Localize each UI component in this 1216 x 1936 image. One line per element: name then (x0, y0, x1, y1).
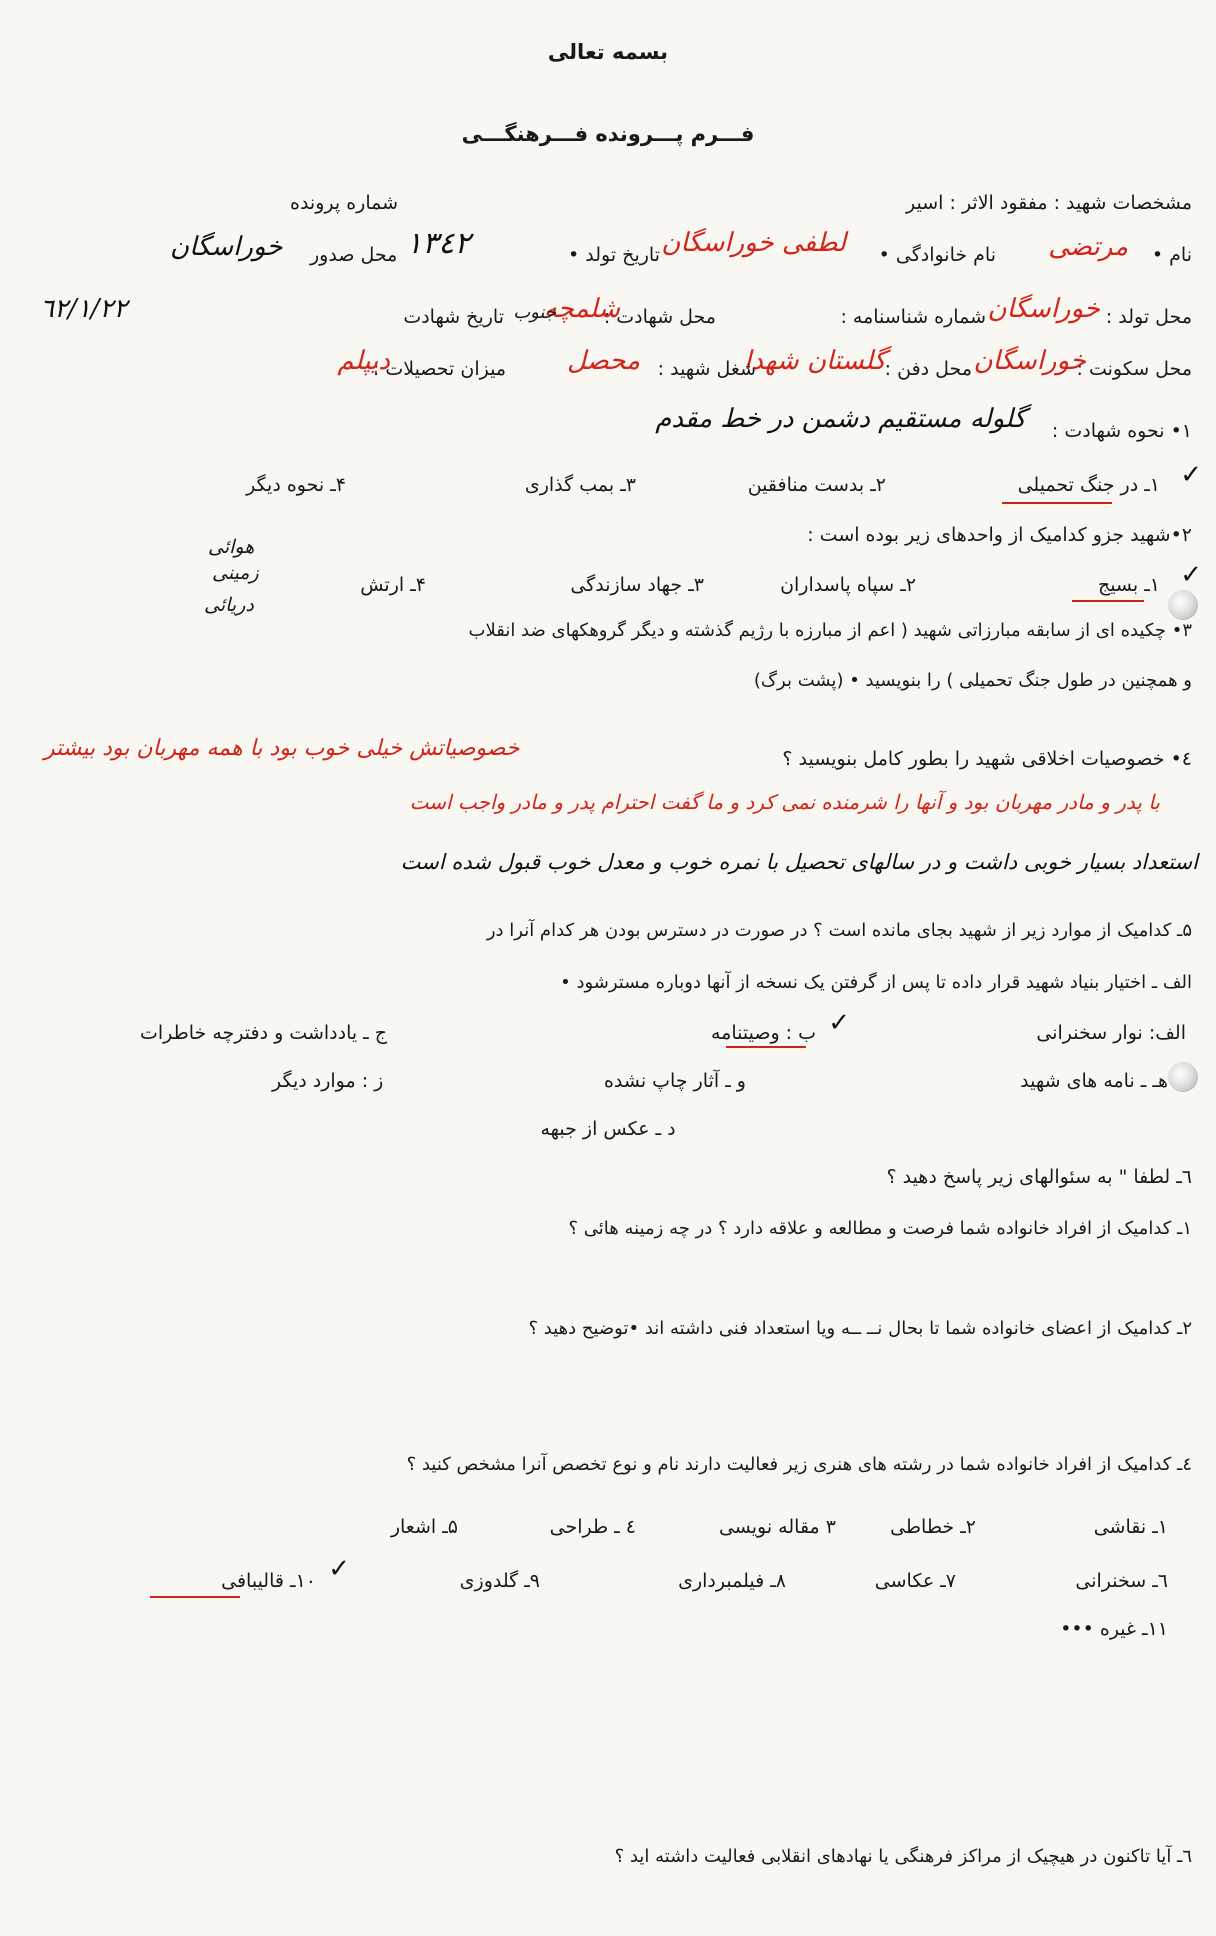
job-value: محصل (567, 346, 640, 376)
art-check-mark: ✓ (328, 1554, 350, 1584)
bismillah-heading: بسمه تعالی (547, 40, 669, 64)
q6-2: ۲ـ کدامیک از اعضای خانواده شما تا بحال نــ ــه ویا استعداد فنی داشته اند •توضیح دهید ؟ (528, 1318, 1192, 1339)
q3-line-2: و همچنین در طول جنگ تحمیلی ) را بنویسید • (پشت برگ) (753, 670, 1192, 691)
martyr-place-label: محل شهادت : (603, 306, 716, 328)
q2-note-ground: زمینی (212, 562, 259, 584)
q5-line-1: ۵ـ کدامیک از موارد زیر از شهید بجای مانده است ؟ در صورت در دسترس بودن هر کدام آنرا در (486, 920, 1192, 941)
issue-place-value: خوراسگان (170, 232, 283, 262)
martyr-status-line: مشخصات شهید : مفقود الاثر : اسیر (906, 192, 1192, 214)
issue-place-label: محل صدور (310, 244, 398, 266)
q3-line-1: ۳• چکیده ای از سابقه مبارزاتی شهید ( اعم از مبارزه با رژیم گذشته و دیگر گروهکهای ضد انقلاب (468, 620, 1192, 641)
q2-option-1: ۱ـ بسیج (1097, 574, 1160, 596)
q6-6: ٦ـ آیا تاکنون در هیچیک از مراکز فرهنگی یا نهادهای انقلابی فعالیت داشته اید ؟ (614, 1846, 1192, 1867)
art-option-2: ۲ـ خطاطی (890, 1516, 976, 1538)
q1-answer: گلوله مستقیم دشمن در خط مقدم (655, 404, 1026, 434)
id-number-label: شماره شناسنامه : (840, 306, 986, 328)
birth-place-label: محل تولد : (1105, 306, 1192, 328)
burial-value: گلستان شهدا (744, 346, 886, 376)
punch-hole-top (1168, 590, 1198, 620)
q4-answer-line-1: خصوصیاتش خیلی خوب بود با همه مهربان بود بیشتر (44, 736, 520, 761)
martyr-date-value: ٦٢/١/٢٢ (40, 294, 128, 324)
art-option-8: ۸ـ فیلمبرداری (678, 1570, 786, 1592)
art-underline (150, 1596, 240, 1598)
q1-check-mark: ✓ (1180, 460, 1202, 490)
residence-label: محل سکونت : (1076, 358, 1192, 380)
q2-note-air: هوائی (208, 536, 255, 558)
q5-option-b: ب : وصیتنامه (710, 1022, 816, 1044)
art-option-1: ۱ـ نقاشی (1093, 1516, 1168, 1538)
q2-option-3: ۳ـ جهاد سازندگی (570, 574, 704, 596)
q5-option-z: ز : موارد دیگر (272, 1070, 384, 1092)
q1-option-1: ۱ـ در جنگ تحمیلی (1017, 474, 1160, 496)
art-option-3: ۳ مقاله نویسی (718, 1516, 836, 1538)
family-label: نام خانوادگی • (878, 244, 996, 266)
q2-note-sea: دریائی (204, 594, 254, 616)
job-label: شغل شهید : (657, 358, 756, 380)
art-option-4: ٤ ـ طراحی (549, 1516, 636, 1538)
q1-label: ۱• نحوه شهادت : (1051, 420, 1192, 442)
q5-option-v: و ـ آثار چاپ نشده (603, 1070, 746, 1092)
q5-option-c: ج ـ یادداشت و دفترچه خاطرات (140, 1022, 388, 1044)
q4-answer-line-2: با پدر و مادر مهربان بود و آنها را شرمنده نمی کرد و ما گفت احترام پدر و مادر واجب است (409, 790, 1160, 814)
q5-check-mark: ✓ (828, 1008, 850, 1038)
art-option-10: ۱۰ـ قالیبافی (221, 1570, 316, 1592)
art-option-7: ۷ـ عکاسی (874, 1570, 956, 1592)
burial-label: محل دفن : (884, 358, 972, 380)
q1-option-4: ۴ـ نحوه دیگر (246, 474, 346, 496)
q5-option-h: هـ ـ نامه های شهید (1020, 1070, 1168, 1092)
birth-place-value: خوراسگان (987, 294, 1100, 324)
q5-option-d: د ـ عکس از جبهه (540, 1118, 676, 1140)
q5-line-2: الف ـ اختیار بنیاد شهید قرار داده تا پس از گرفتن یک نسخه از آنها دوباره مسترشود • (560, 972, 1192, 993)
q6-4: ٤ـ کدامیک از افراد خانواده شما در رشته های هنری زیر فعالیت دارند نام و نوع تخصص آنرا مشخص کنید ؟ (406, 1454, 1192, 1475)
q1-underline (1002, 502, 1112, 504)
form-title: فـــرم پـــرونده فـــرهنگـــی (461, 122, 755, 146)
birth-year-value: ١٣٤٢ (406, 226, 471, 261)
punch-hole-bottom (1168, 1062, 1198, 1092)
residence-value: خوراسگان (973, 346, 1086, 376)
q2-check-mark: ✓ (1180, 560, 1202, 590)
family-value: لطفی خوراسگان (661, 228, 846, 258)
q1-option-3: ۳ـ بمب گذاری (524, 474, 636, 496)
name-label: نام • (1151, 244, 1192, 266)
martyr-date-label: تاریخ شهادت (403, 306, 504, 328)
education-label: میزان تحصیلات : (372, 358, 506, 380)
file-number-label: شماره پرونده (290, 192, 399, 214)
art-option-9: ۹ـ گلدوزی (459, 1570, 540, 1592)
q5-underline (726, 1046, 806, 1048)
q6-label: ٦ـ لطفا " به سئوالهای زیر پاسخ دهید ؟ (886, 1166, 1192, 1188)
art-option-6: ٦ـ سخنرانی (1075, 1570, 1168, 1592)
art-option-5: ۵ـ اشعار (390, 1516, 458, 1538)
q2-label: ۲•شهید جزو کدامیک از واحدهای زیر بوده است : (807, 524, 1192, 546)
q6-1: ۱ـ کدامیک از افراد خانواده شما فرصت و مطالعه و علاقه دارد ؟ در چه زمینه هائی ؟ (568, 1218, 1192, 1239)
name-value: مرتضی (1048, 232, 1128, 262)
q2-underline (1072, 600, 1144, 602)
q4-label: ٤• خصوصیات اخلاقی شهید را بطور کامل بنویسید ؟ (782, 748, 1192, 770)
art-option-11: ۱۱ـ غیره ••• (1060, 1618, 1168, 1640)
birth-date-label: تاریخ تولد • (568, 244, 660, 266)
q5-option-a: الف: نوار سخنرانی (1036, 1022, 1186, 1044)
corner-mark (1146, 4, 1206, 34)
martyr-place-value: شلمچه (543, 294, 620, 324)
martyr-place-note: جنوب (513, 302, 556, 323)
education-value: دیپلم (337, 346, 390, 376)
q2-option-2: ۲ـ سپاه پاسداران (780, 574, 916, 596)
q1-option-2: ۲ـ بدست منافقین (747, 474, 886, 496)
q4-answer-line-3: استعداد بسیار خوبی داشت و در سالهای تحصیل با نمره خوب و معدل خوب قبول شده است (400, 850, 1198, 874)
q2-option-4: ۴ـ ارتش (360, 574, 426, 596)
